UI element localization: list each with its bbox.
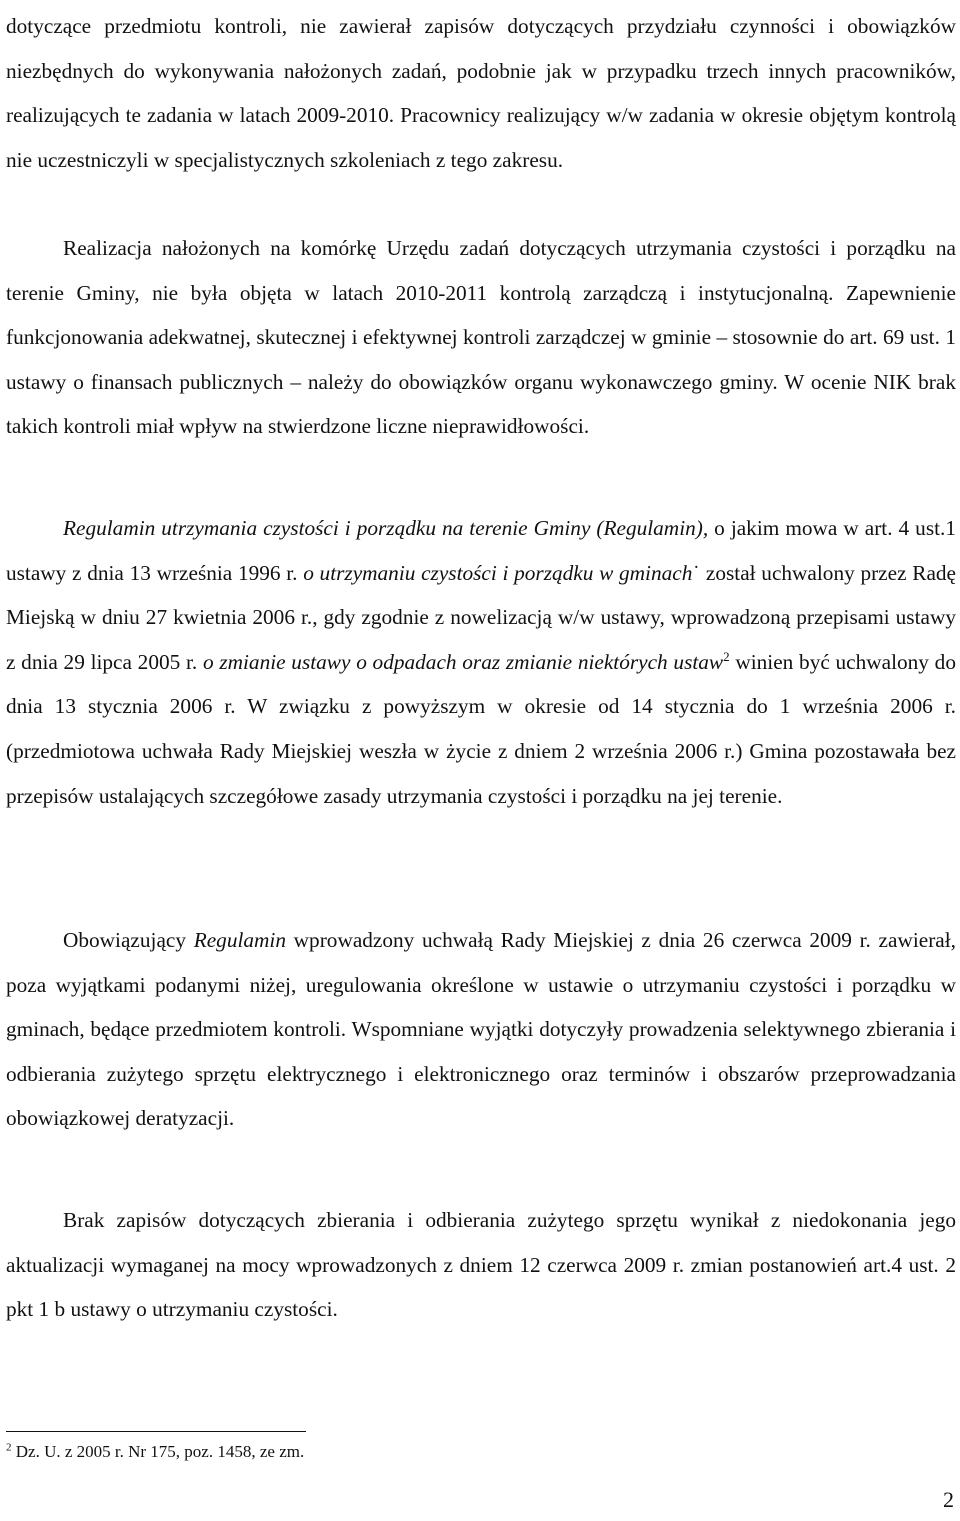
act-title-cleanliness: o utrzymaniu czystości i porządku w gminach — [303, 560, 693, 585]
footnote — [6, 1440, 304, 1464]
paragraph-1: dotyczące przedmiotu kontroli, nie zawierał zapisów dotyczących przydziału czynności i obowiązków niezbędnych do wykonywania nałożonych zadań, podobnie jak w przypadku trzech innych pracowników, realizujących te zadania w latach 2009-2010. Pracownicy realizujący w/w zadania w okresie objętym kontrolą nie uczestniczyli w specjalistycznych szkoleniach z tego zakresu. — [6, 14, 956, 172]
paragraph-2: Realizacja nałożonych na komórkę Urzędu zadań dotyczących utrzymania czystości i porządku na terenie Gminy, nie była objęta w latach 2010-2011 kontrolą zarządczą i instytucjonalną. Zapewnienie funkcjonowania adekwatnej, skutecznej i efektywnej kontroli zarządczej w gminie – stosownie do art. 69 ust. 1 ustawy o finansach publicznych – należy do obowiązków organu wykonawczego gminy. W ocenie NIK brak takich kontroli miał wpływ na stwierdzone liczne nieprawidłowości. — [6, 236, 956, 439]
paragraph-3-text-b: ˙ został uchwalony przez Radę Miejską w dniu 27 kwietnia 2006 r., gdy zgodnie z nowelizacją w/w ustawy, wprowadzoną przepisami ustawy z dnia 29 lipca 2005 r. — [6, 560, 956, 674]
footnote-text: Dz. U. z 2005 r. Nr 175, poz. 1458, ze zm. — [11, 1442, 305, 1461]
footnote-marker: 2 — [6, 1441, 12, 1454]
page-number: 2 — [943, 1487, 954, 1512]
paragraph-3 — [6, 506, 956, 818]
paragraph-4-text-a: Obowiązujący — [63, 928, 194, 952]
paragraph-4-text-b: wprowadzony uchwałą Rady Miejskiej z dnia 26 czerwca 2009 r. zawierał, poza wyjątkami podanymi niżej, uregulowania określone w ustawie o utrzymaniu czystości i porządku w gminach, będące przedmiotem kontroli. Wspomniane wyjątki dotyczyły prowadzenia selektywnego zbierania i odbierania zużytego sprzętu elektrycznego i elektronicznego oraz terminów i obszarów przeprowadzania obowiązkowej deratyzacji. — [6, 928, 957, 1131]
regulamin-title: Regulamin utrzymania czystości i porządku na terenie Gminy (Regulamin), — [63, 516, 709, 540]
footnote-reference[interactable]: 2 — [723, 648, 730, 664]
paragraph-4 — [6, 918, 956, 1141]
act-title-waste: o zmianie ustawy o odpadach oraz zmianie niektórych ustaw — [202, 649, 724, 674]
paragraph-3-text-c: winien być uchwalony do dnia 13 stycznia 2006 r. W związku z powyższym w okresie od 14 stycznia do 1 września 2006 r. (przedmiotowa uchwała Rady Miejskiej weszła w życie z dniem 2 września 2006 r.) Gmina pozostawała bez przepisów ustalających szczegółowe zasady utrzymania czystości i porządku na jej terenie. — [6, 649, 956, 808]
regulamin-word: Regulamin — [193, 928, 286, 952]
footnote-separator — [6, 1431, 306, 1432]
paragraph-5: Brak zapisów dotyczących zbierania i odbierania zużytego sprzętu wynikał z niedokonania jego aktualizacji wymaganej na mocy wprowadzonych z dniem 12 czerwca 2009 r. zmian postanowień art.4 ust. 2 pkt 1 b ustawy o utrzymaniu czystości. — [6, 1208, 956, 1322]
paragraph-3-text-a: o jakim mowa w art. 4 ust.1 ustawy z dnia 13 września 1996 r. — [6, 516, 956, 585]
